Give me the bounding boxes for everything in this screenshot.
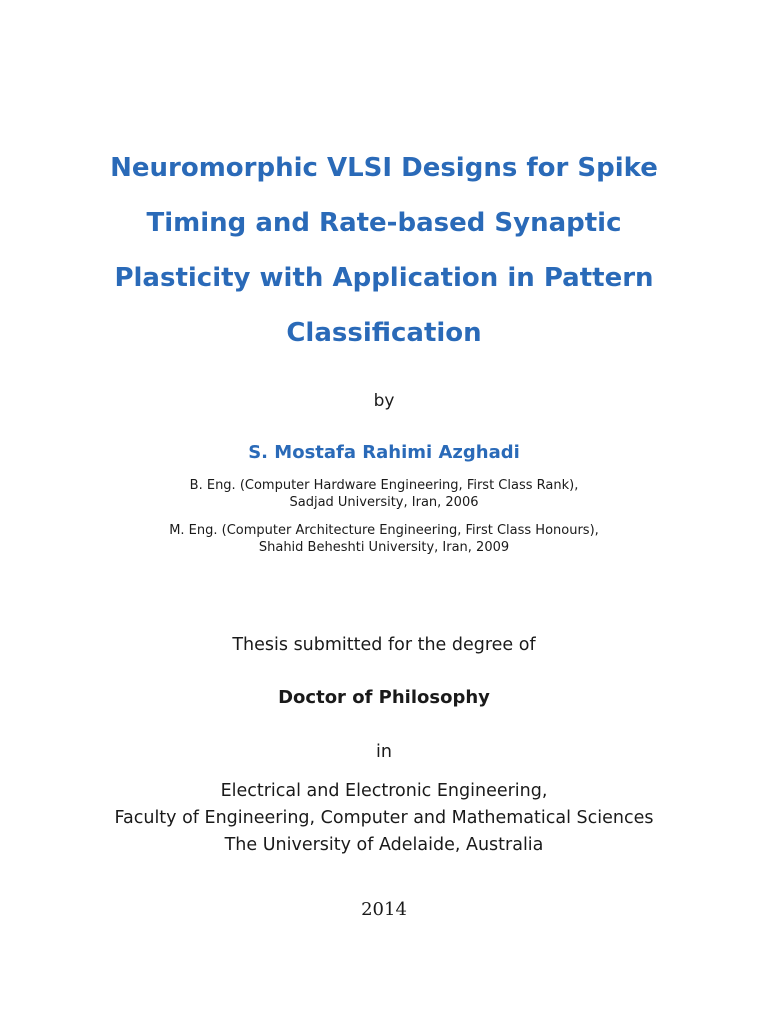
bachelor-degree-line-2: Sadjad University, Iran, 2006 <box>289 495 479 510</box>
title-line-4: Classification <box>286 318 482 348</box>
submission-statement: Thesis submitted for the degree of <box>232 635 536 655</box>
university-line: The University of Adelaide, Australia <box>224 835 544 855</box>
submission-year: 2014 <box>361 899 407 920</box>
title-line-1: Neuromorphic VLSI Designs for Spike <box>110 153 658 183</box>
master-degree-line-1: M. Eng. (Computer Architecture Engineering, First Class Honours), <box>169 523 599 538</box>
in-label: in <box>376 742 392 762</box>
title-line-3: Plasticity with Application in Pattern <box>114 263 654 293</box>
by-label: by <box>373 391 395 411</box>
degree-name: Doctor of Philosophy <box>278 687 490 708</box>
department-line: Electrical and Electronic Engineering, <box>220 781 548 801</box>
master-degree-line-2: Shahid Beheshti University, Iran, 2009 <box>258 540 510 555</box>
faculty-line: Faculty of Engineering, Computer and Mathematical Sciences <box>114 808 654 828</box>
bachelor-degree-line-1: B. Eng. (Computer Hardware Engineering, First Class Rank), <box>189 478 579 493</box>
author-name: S. Mostafa Rahimi Azghadi <box>248 442 520 463</box>
title-line-2: Timing and Rate-based Synaptic <box>146 208 622 238</box>
